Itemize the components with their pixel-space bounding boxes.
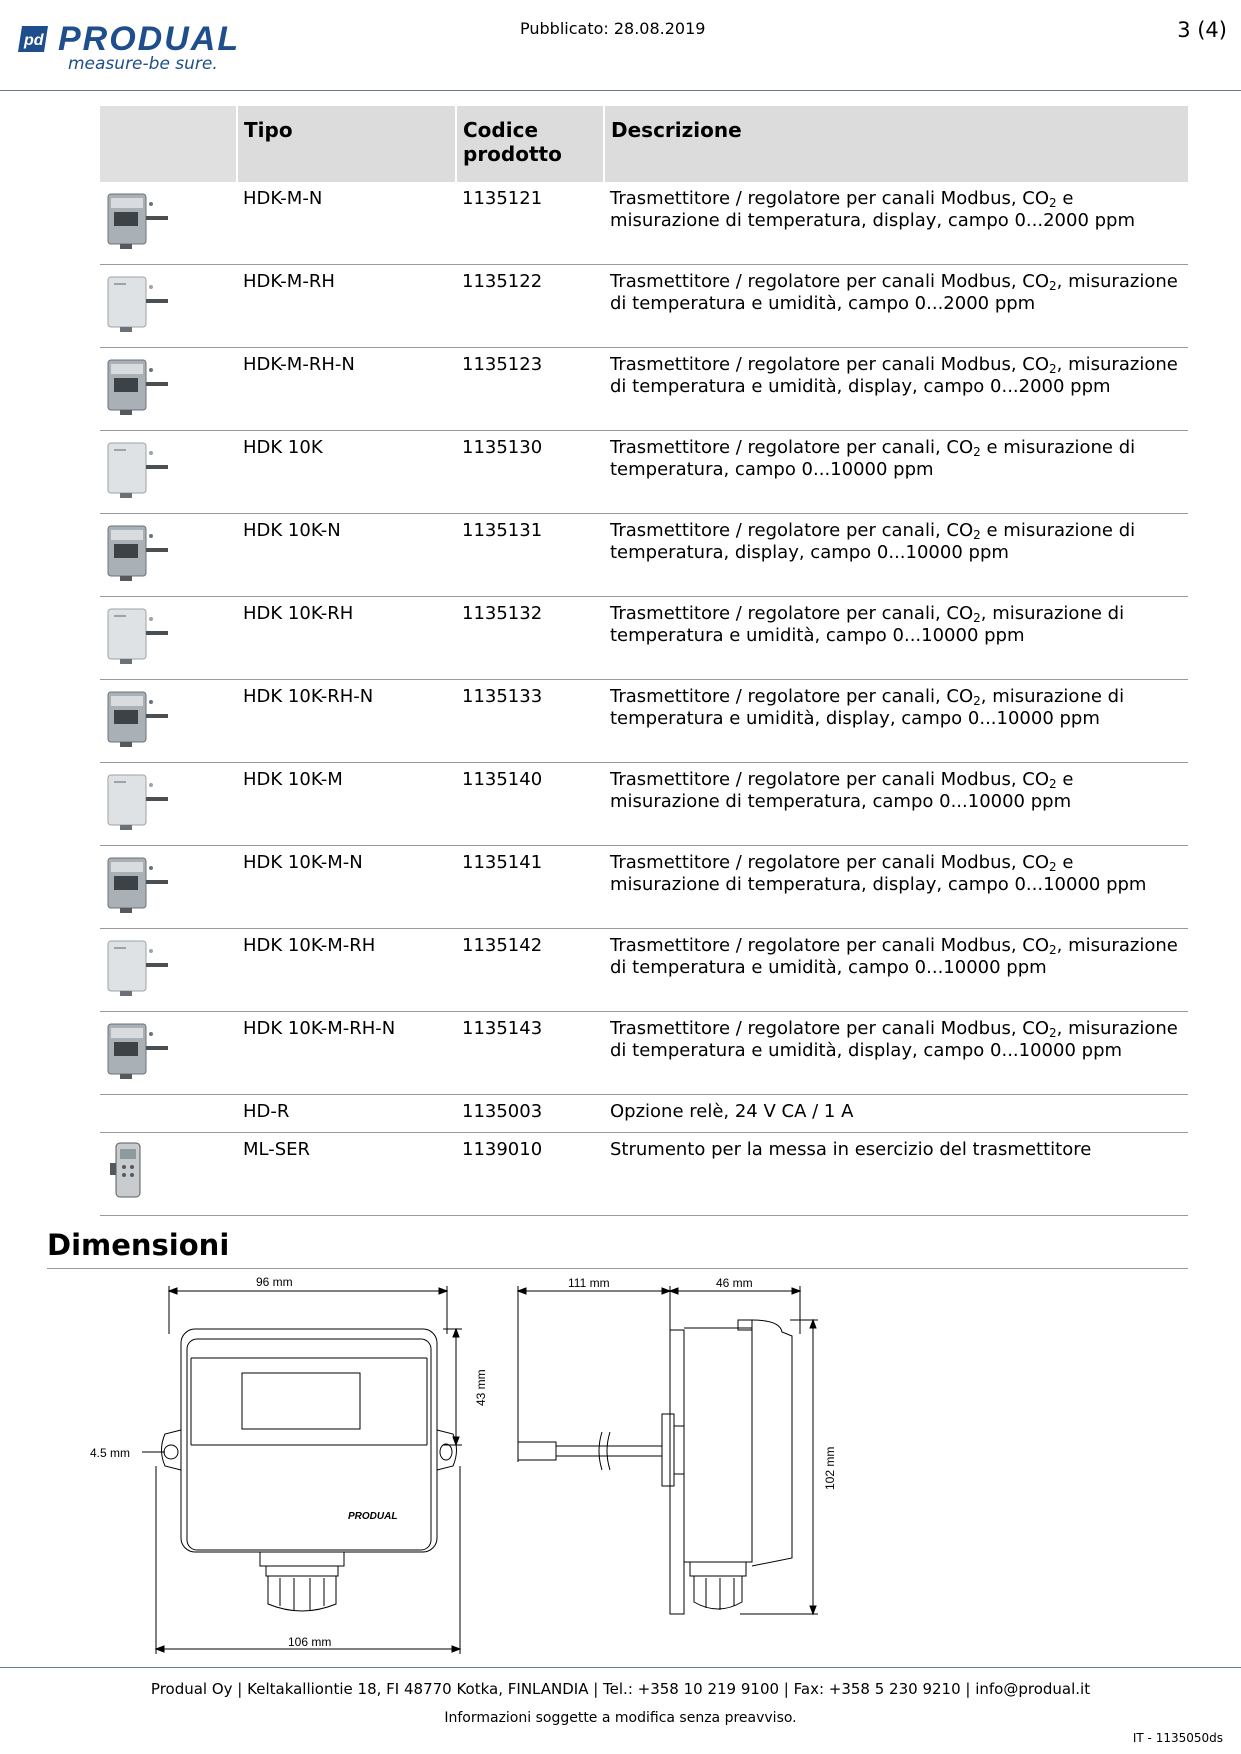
transmitter-display-image [100,732,174,753]
header-code: Codice prodotto [456,106,604,182]
description-text-rest: e misurazione di temperatura, campo 0...10000 ppm [610,437,1136,480]
product-type: HDK-M-RH-N [237,348,456,431]
description-text-rest: e misurazione di temperatura, campo 0...10000 ppm [610,769,1074,812]
table-row [100,1095,1188,1133]
description-text-rest: , misurazione di temperatura e umidità, campo 0...10000 ppm [610,935,1178,978]
description-subscript: 2 [1049,362,1057,376]
dimensions-divider [47,1268,1188,1269]
transmitter-display-image [100,898,174,919]
document-code: IT - 1135050ds [1132,1731,1223,1745]
product-image-cell [100,348,237,431]
product-type: HDK 10K-M-RH-N [237,1012,456,1095]
product-code: 1135130 [456,431,604,514]
description-text-rest: e misurazione di temperatura, display, campo 0...10000 ppm [610,852,1147,895]
page-header [0,0,1241,92]
drawing-brand-label: PRODUAL [348,1511,398,1522]
transmitter-image [100,981,174,1002]
table-header-row [100,106,1188,182]
product-description [604,846,1188,929]
description-text-rest: e misurazione di temperatura, display, campo 0...2000 ppm [610,188,1136,231]
product-code: 1135142 [456,929,604,1012]
header-type: Tipo [237,106,456,182]
description-subscript: 2 [1049,279,1057,293]
transmitter-display-image [100,566,174,587]
description-text-rest: , misurazione di temperatura e umidità, display, campo 0...10000 ppm [610,1018,1178,1061]
logo-tagline: measure-be sure. [68,54,218,74]
product-type: HDK 10K-M-N [237,846,456,929]
product-image-cell [100,680,237,763]
description-text-rest: e misurazione di temperatura, display, campo 0...10000 ppm [610,520,1136,563]
dim-label-width-bottom: 106 mm [288,1635,332,1649]
table-row [100,1133,1188,1216]
product-description [604,763,1188,846]
description-subscript: 2 [973,445,981,459]
table-row [100,597,1188,680]
description-text: Trasmettitore / regolatore per canali Modbus, CO [610,852,1050,873]
svg-text:pd: pd [24,32,44,49]
table-row [100,1012,1188,1095]
product-code: 1135122 [456,265,604,348]
transmitter-display-image [100,1064,174,1085]
description-subscript: 2 [1049,860,1057,874]
product-image-cell [100,265,237,348]
footer-note: Informazioni soggette a modifica senza preavviso. [444,1710,797,1726]
product-description [604,929,1188,1012]
transmitter-image [100,815,174,836]
description-subscript: 2 [973,611,981,625]
description-text: Trasmettitore / regolatore per canali, CO [610,603,974,624]
table-row [100,348,1188,431]
description-subscript: 2 [1049,1026,1057,1040]
description-text: Trasmettitore / regolatore per canali Modbus, CO [610,271,1050,292]
product-type: HDK 10K-N [237,514,456,597]
product-code: 1135140 [456,763,604,846]
product-code: 1135131 [456,514,604,597]
page-number: 3 (4) [1177,18,1227,42]
product-table [100,106,1188,1216]
transmitter-display-image [100,400,174,421]
product-type: HDK 10K-M [237,763,456,846]
product-description [604,431,1188,514]
description-text: Trasmettitore / regolatore per canali Modbus, CO [610,188,1050,209]
product-type: ML-SER [237,1133,456,1216]
product-type: HDK 10K-RH-N [237,680,456,763]
product-description [604,1012,1188,1095]
dim-label-height-display: 43 mm [474,1369,488,1406]
transmitter-image [100,483,174,504]
product-description [604,348,1188,431]
product-type: HDK 10K-RH [237,597,456,680]
description-text: Strumento per la messa in esercizio del trasmettitore [610,1139,1092,1160]
header-description: Descrizione [604,106,1188,182]
published-date: Pubblicato: 28.08.2019 [520,19,706,38]
table-row [100,846,1188,929]
product-type: HD-R [237,1095,456,1133]
description-text: Trasmettitore / regolatore per canali, CO [610,437,974,458]
product-type: HDK 10K [237,431,456,514]
product-type: HDK-M-N [237,182,456,265]
header-image-column [100,106,237,182]
product-code: 1135003 [456,1095,604,1133]
product-description [604,680,1188,763]
product-type: HDK 10K-M-RH [237,929,456,1012]
side-view-drawing [518,1286,818,1614]
product-description [604,597,1188,680]
product-code: 1139010 [456,1133,604,1216]
product-description [604,514,1188,597]
footer-address: Produal Oy | Keltakalliontie 18, FI 48770 Kotka, FINLANDIA | Tel.: +358 10 219 9100 | Fax: +358 5 230 9210 | info@produal.it [150,1680,1091,1698]
description-text: Trasmettitore / regolatore per canali Modbus, CO [610,769,1050,790]
product-image-cell [100,929,237,1012]
transmitter-display-image [100,234,174,255]
description-text: Trasmettitore / regolatore per canali, CO [610,686,974,707]
product-image-cell [100,431,237,514]
product-description [604,1095,1188,1133]
product-image-cell [100,1133,237,1216]
table-row [100,265,1188,348]
description-text-rest: , misurazione di temperatura e umidità, campo 0...2000 ppm [610,271,1178,314]
produal-logo-mark-icon [18,24,52,54]
table-row [100,929,1188,1012]
dimensions-drawing [90,1272,870,1662]
footer-divider [0,1667,1241,1668]
dim-label-depth: 46 mm [716,1276,753,1290]
product-description [604,265,1188,348]
description-subscript: 2 [973,528,981,542]
front-view-drawing [142,1286,462,1654]
product-code: 1135123 [456,348,604,431]
description-text-rest: , misurazione di temperatura e umidità, display, campo 0...10000 ppm [610,686,1125,729]
product-image-cell [100,1012,237,1095]
dim-label-width-top: 96 mm [256,1275,293,1289]
product-code: 1135141 [456,846,604,929]
table-row [100,763,1188,846]
description-text: Trasmettitore / regolatore per canali, CO [610,520,974,541]
commissioning-tool-image [100,1185,174,1206]
product-description [604,1133,1188,1216]
dim-label-hole: 4.5 mm [90,1446,131,1460]
product-type: HDK-M-RH [237,265,456,348]
table-row [100,680,1188,763]
description-text: Opzione relè, 24 V CA / 1 A [610,1101,854,1122]
dimension-labels [90,1275,837,1649]
product-code: 1135143 [456,1012,604,1095]
description-subscript: 2 [1049,943,1057,957]
product-code: 1135121 [456,182,604,265]
product-code: 1135132 [456,597,604,680]
description-text: Trasmettitore / regolatore per canali Modbus, CO [610,1018,1050,1039]
product-image-cell [100,182,237,265]
description-text-rest: , misurazione di temperatura e umidità, campo 0...10000 ppm [610,603,1125,646]
product-image-cell [100,1095,237,1133]
table-row [100,514,1188,597]
product-image-cell [100,597,237,680]
header-divider [0,90,1241,91]
description-text: Trasmettitore / regolatore per canali Modbus, CO [610,935,1050,956]
product-code: 1135133 [456,680,604,763]
logo-wordmark: PRODUAL [58,20,241,58]
dim-label-probe: 111 mm [568,1276,610,1290]
table-row [100,431,1188,514]
product-image-cell [100,514,237,597]
description-text-rest: , misurazione di temperatura e umidità, display, campo 0...2000 ppm [610,354,1178,397]
product-image-cell [100,846,237,929]
table-row [100,182,1188,265]
dimensions-title: Dimensioni [47,1228,230,1262]
description-subscript: 2 [973,694,981,708]
product-image-cell [100,763,237,846]
description-subscript: 2 [1049,777,1057,791]
transmitter-image [100,649,174,670]
transmitter-image [100,317,174,338]
dim-label-height-side: 102 mm [823,1446,837,1490]
product-description [604,182,1188,265]
description-text: Trasmettitore / regolatore per canali Modbus, CO [610,354,1050,375]
description-subscript: 2 [1049,196,1057,210]
